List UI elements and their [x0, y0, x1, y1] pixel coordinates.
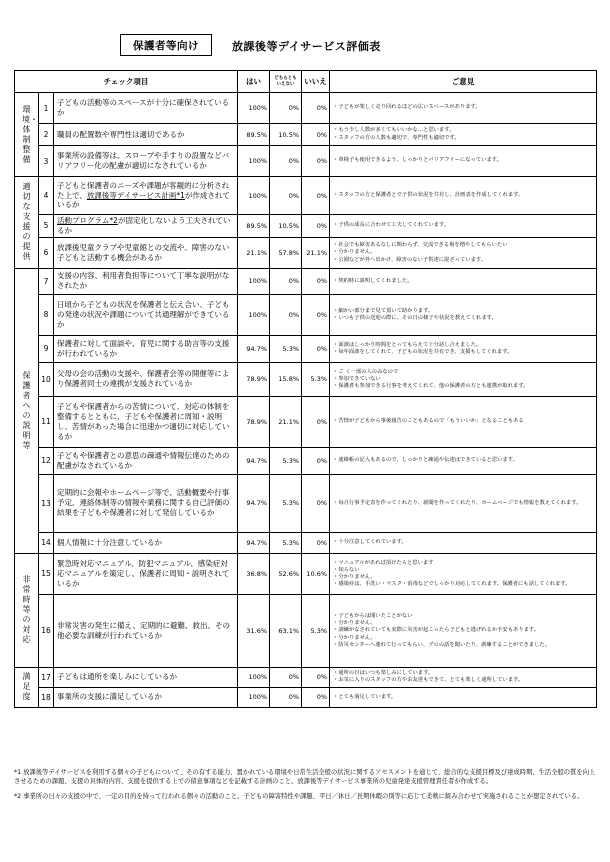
- opinion-line: ・参加できていない: [333, 375, 381, 382]
- check-item: 子どもの活動等のスペースが十分に確保されているか: [54, 93, 238, 124]
- pct-no: 0%: [302, 447, 330, 474]
- pct-no: 0%: [302, 268, 330, 294]
- opinion-cell: [330, 362, 597, 396]
- row-number: 14: [39, 532, 54, 553]
- opinion-cell: [330, 124, 597, 146]
- row-number: 1: [39, 93, 54, 124]
- opinion-cell: [330, 177, 597, 215]
- opinion-line: ・訓練がなされていても実際に災害が起こったら子どもと逃げれるか不安もあります。: [333, 627, 540, 634]
- opinion-line: ・十分注意してくれています。: [333, 539, 407, 546]
- check-item: 放課後児童クラブや児童館との交流や、障害のない子どもと活動する機会があるか: [54, 237, 238, 268]
- check-item: 保護者に対して面談や、育児に関する助言等の支援が行われているか: [54, 335, 238, 362]
- pct-neither: 0%: [270, 268, 302, 294]
- opinion-line: ・契約時に説明してくれました。: [333, 277, 413, 284]
- pct-yes: 100%: [238, 687, 270, 707]
- opinion-line: ・連絡帳の記入もあるので、しっかりと疎通や伝達はできていると思います。: [333, 457, 518, 464]
- pct-neither: 0%: [270, 687, 302, 707]
- footnotes: [14, 768, 596, 806]
- category-cell: 非常時等の対応: [15, 553, 39, 667]
- opinion-cell: [330, 667, 597, 687]
- footnote-1: *1 放課後等デイサービスを利用する個々の子どもについて、その有する能力、置かれている環境や日常生活全般の状況に関するアセスメントを通じて、総合的な支援目標及び達成時期、生活全般の質を向上させるための課題、支援の具体的内容、支援を提供する上での留意事項などを記載する計画のこと。放課後等デイサービス事業所の児童発達支援管理責任者が作成する。: [14, 769, 596, 786]
- row-number: 18: [39, 687, 54, 707]
- table-row: [15, 474, 597, 532]
- opinion-line: ・分かりません。: [333, 620, 376, 627]
- opinion-line: ・ご く一部の人のみなので: [333, 368, 399, 375]
- row-number: 2: [39, 124, 54, 146]
- table-row: [15, 146, 597, 177]
- opinion-cell: [330, 237, 597, 268]
- table-row: [15, 237, 597, 268]
- pct-neither: 0%: [270, 294, 302, 335]
- row-number: 3: [39, 146, 54, 177]
- row-number: 4: [39, 177, 54, 215]
- opinion-cell: [330, 594, 597, 667]
- row-number: 8: [39, 294, 54, 335]
- pct-yes: 31.6%: [238, 594, 270, 667]
- pct-neither: 63.1%: [270, 594, 302, 667]
- pct-neither: 21.1%: [270, 396, 302, 447]
- category-cell: 保護者への説明等: [15, 268, 39, 553]
- opinion-line: ・車椅子も使用できるよう、しっかりとバリアフリーになっています。: [333, 157, 502, 164]
- pct-neither: 52.6%: [270, 553, 302, 594]
- pct-no: 5.3%: [302, 594, 330, 667]
- header-row: [15, 71, 597, 93]
- opinion-cell: [330, 93, 597, 124]
- pct-neither: 10.5%: [270, 215, 302, 238]
- opinion-line: ・スタッフの方の人数も適切で、専門性も適切です。: [333, 134, 460, 141]
- opinion-line: ・防災センターへ連れて行ってもらい、プロの話を聞いたり、訓練することができました。: [333, 641, 550, 648]
- page-title: 放課後等デイサービス評価表: [232, 40, 381, 53]
- check-item: 父母の会の活動の支援や、保護者会等の開催等により保護者同士の連携が支援されているか: [54, 362, 238, 396]
- pct-yes: 94.7%: [238, 532, 270, 553]
- pct-yes: 100%: [238, 146, 270, 177]
- pct-neither: 15.8%: [270, 362, 302, 396]
- opinion-cell: [330, 553, 597, 594]
- table-row: [15, 532, 597, 553]
- pct-yes: 89.5%: [238, 124, 270, 146]
- check-item: 定期的に会報やホームページ等で、活動概要や行事予定、連絡体制等の情報や業務に関する自己評価の結果を子どもや保護者に対して発信しているか: [54, 474, 238, 532]
- opinion-line: ・面談はしっかり時間をとってもらえて十分話し合えました。: [333, 341, 482, 348]
- check-item: 緊急時対応マニュアル、防犯マニュアル、感染症対応マニュアルを策定し、保護者に周知・説明されているか: [54, 553, 238, 594]
- pct-no: 0%: [302, 215, 330, 238]
- opinion-cell: [330, 687, 597, 707]
- pct-yes: 36.8%: [238, 553, 270, 594]
- pct-neither: 57.8%: [270, 237, 302, 268]
- category-cell: 満足度: [15, 667, 39, 707]
- opinion-line: ・公園などが外へ出かけ、障害のない子供達に混ざっています。: [333, 256, 487, 263]
- table-row: [15, 594, 597, 667]
- pct-yes: 100%: [238, 93, 270, 124]
- opinion-cell: [330, 447, 597, 474]
- check-item: 日頃から子どもの状況を保護者と伝え合い、子どもの発達の状況や課題について共通理解ができているか: [54, 294, 238, 335]
- pct-no: 0%: [302, 124, 330, 146]
- pct-no: 0%: [302, 93, 330, 124]
- col-no: いいえ: [302, 71, 330, 93]
- pct-no: 21.1%: [302, 237, 330, 268]
- table-row: [15, 335, 597, 362]
- pct-no: 0%: [302, 146, 330, 177]
- check-item: 事業所の設備等は、スロープや手すりの設置などバリアフリー化の配慮が適切になされているか: [54, 146, 238, 177]
- pct-no: 0%: [302, 532, 330, 553]
- table-row: [15, 687, 597, 707]
- pct-neither: 5.3%: [270, 474, 302, 532]
- pct-yes: 21.1%: [238, 237, 270, 268]
- pct-neither: 0%: [270, 146, 302, 177]
- pct-neither: 5.3%: [270, 335, 302, 362]
- opinion-line: ・とても満足しています。: [333, 693, 397, 700]
- pct-neither: 5.3%: [270, 532, 302, 553]
- table-row: [15, 396, 597, 447]
- opinion-line: ・社会でも障害あるなしに関わらず、交流できる場を増やしてもらいたい: [333, 242, 508, 249]
- opinion-line: ・お気に入りのスタッフの方やお友達もできて、とても楽しく通所しています。: [333, 677, 524, 684]
- pct-yes: 78.9%: [238, 362, 270, 396]
- category-cell: 環境・体制整備: [15, 93, 39, 177]
- opinion-cell: [330, 532, 597, 553]
- pct-yes: 100%: [238, 667, 270, 687]
- audience-label: 保護者等向け: [120, 34, 212, 56]
- pct-yes: 100%: [238, 268, 270, 294]
- pct-no: 0%: [302, 335, 330, 362]
- row-number: 7: [39, 268, 54, 294]
- table-row: [15, 553, 597, 594]
- pct-no: 0%: [302, 396, 330, 447]
- opinion-line: ・感染症は、手洗い・マスク・消毒などでしっかり対応してくれます。保護者にも話してくれます。: [333, 581, 571, 588]
- pct-no: 0%: [302, 687, 330, 707]
- pct-no: 0%: [302, 294, 330, 335]
- opinion-line: ・いつも子供の送迎の際に、その日の様子や状況を教えてくれます。: [333, 314, 497, 321]
- col-neither: どちらとも いえない: [270, 71, 302, 93]
- opinion-line: ・通所の日はいつも楽しみにしています。: [333, 670, 434, 677]
- pct-neither: 10.5%: [270, 124, 302, 146]
- opinion-line: ・細かい部分まで見て頂いて助かります。: [333, 307, 434, 314]
- pct-yes: 100%: [238, 177, 270, 215]
- check-item: 事業所の支援に満足しているか: [54, 687, 238, 707]
- table-row: [15, 294, 597, 335]
- evaluation-table: [14, 70, 597, 708]
- check-item: 活動プログラム*2が固定化しないよう工夫されているか: [54, 215, 238, 238]
- table-row: [15, 124, 597, 146]
- pct-neither: 5.3%: [270, 447, 302, 474]
- pct-no: 5.3%: [302, 362, 330, 396]
- check-item: 職員の配置数や専門性は適切であるか: [54, 124, 238, 146]
- col-yes: はい: [238, 71, 270, 93]
- row-number: 17: [39, 667, 54, 687]
- table-row: [15, 362, 597, 396]
- table-row: [15, 93, 597, 124]
- pct-yes: 89.5%: [238, 215, 270, 238]
- opinion-line: ・スタッフの方と保護者とで子供の状況を共有し、計画表を作成してくれます。: [333, 191, 524, 198]
- col-check: チェック項目: [15, 71, 238, 93]
- opinion-cell: [330, 146, 597, 177]
- opinion-line: ・子どもからは聞いたことがない: [333, 613, 413, 620]
- pct-no: 0%: [302, 177, 330, 215]
- row-number: 15: [39, 553, 54, 594]
- opinion-cell: [330, 474, 597, 532]
- opinion-cell: [330, 268, 597, 294]
- row-number: 6: [39, 237, 54, 268]
- opinion-line: ・毎年面談をしてくれて、子どもの状況を共有でき、支援もしてくれます。: [333, 348, 513, 355]
- category-cell: 適切な支援の提供: [15, 177, 39, 269]
- pct-yes: 94.7%: [238, 335, 270, 362]
- pct-yes: 100%: [238, 294, 270, 335]
- row-number: 12: [39, 447, 54, 474]
- opinion-line: ・分かりません。: [333, 634, 376, 641]
- check-item: 子どもと保護者のニーズや課題が客観的に分析された上で、放課後等デイサービス計画*1が作成されているか: [54, 177, 238, 215]
- table-row: [15, 177, 597, 215]
- pct-no: 0%: [302, 667, 330, 687]
- pct-yes: 78.9%: [238, 396, 270, 447]
- row-number: 11: [39, 396, 54, 447]
- check-item: 子どもや保護者との意思の疎通や情報伝達のための配慮がなされているか: [54, 447, 238, 474]
- opinion-cell: [330, 396, 597, 447]
- opinion-line: ・保護者も参加できる行事を考えてくれて、他の保護者の方とも連携が取れます。: [333, 383, 529, 389]
- opinion-line: ・毎月行事予定表を作ってくれたり、新聞を作ってくれたり、ホームページでも情報を教えてくれます。: [333, 499, 582, 506]
- row-number: 16: [39, 594, 54, 667]
- opinion-cell: [330, 335, 597, 362]
- pct-no: 0%: [302, 474, 330, 532]
- opinion-line: ・分かりません。: [333, 573, 376, 580]
- pct-neither: 0%: [270, 177, 302, 215]
- row-number: 13: [39, 474, 54, 532]
- check-item: 個人情報に十分注意しているか: [54, 532, 238, 553]
- table-row: [15, 268, 597, 294]
- opinion-line: ・苦情が子どもから事後報告のこともあるので「もういいか」となることもある: [333, 418, 524, 425]
- opinion-cell: [330, 215, 597, 238]
- table-row: [15, 215, 597, 238]
- check-item: 非常災害の発生に備え、定期的に避難、救出、その他必要な訓練が行われているか: [54, 594, 238, 667]
- pct-yes: 94.7%: [238, 447, 270, 474]
- opinion-cell: [330, 294, 597, 335]
- col-opinion: ご意見: [330, 71, 597, 93]
- pct-neither: 0%: [270, 93, 302, 124]
- pct-neither: 0%: [270, 667, 302, 687]
- opinion-line: ・知らない: [333, 566, 360, 573]
- opinion-line: ・もう少し人数が多くてもいいかな…と思います。: [333, 127, 455, 134]
- pct-no: 10.6%: [302, 553, 330, 594]
- opinion-line: ・分かりません。: [333, 249, 376, 256]
- check-item: 子どもは通所を楽しみにしているか: [54, 667, 238, 687]
- row-number: 5: [39, 215, 54, 238]
- table-row: [15, 667, 597, 687]
- opinion-line: ・子どもが楽しく走り回れるほどの広いスペースがあります。: [333, 104, 481, 111]
- footnote-2: *2 事業所の日々の支援の中で、一定の目的を持って行われる個々の活動のこと。子どもの障害特性や課題、平日／休日／長期休暇の別等に応じて柔軟に組み合わせて実施されることが想定されている。: [14, 792, 584, 800]
- pct-yes: 94.7%: [238, 474, 270, 532]
- row-number: 9: [39, 335, 54, 362]
- row-number: 10: [39, 362, 54, 396]
- table-row: [15, 447, 597, 474]
- opinion-line: ・マニュアルがあれば頂けたらと思います: [333, 559, 434, 566]
- check-item: 子どもや保護者からの苦情について、対応の体制を整備するとともに、子どもや保護者に周知・説明し、苦情があった場合に迅速かつ適切に対応しているか: [54, 396, 238, 447]
- opinion-line: ・子供の成長に合わせて工夫してくれています。: [333, 222, 450, 229]
- check-item: 支援の内容、利用者負担等について丁寧な説明がなされたか: [54, 268, 238, 294]
